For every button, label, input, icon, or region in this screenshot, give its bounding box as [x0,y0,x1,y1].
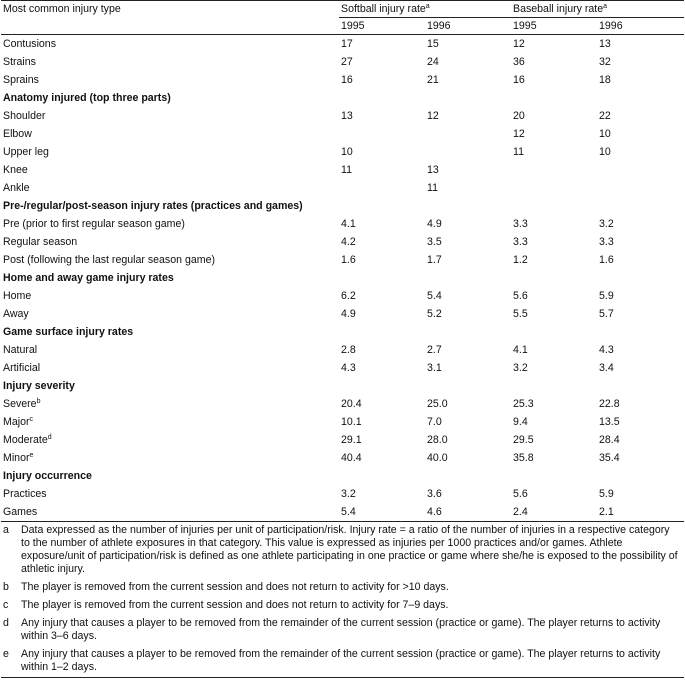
value-cell [339,125,425,143]
value-cell: 3.5 [427,235,442,248]
value-cell: 22.8 [599,397,620,410]
footnote-marker: c [29,415,33,423]
table-row [1,287,684,305]
table-row [1,53,684,71]
value-cell: 5.6 [513,487,528,500]
row-label: Moderate [3,433,48,446]
section-header-row [1,467,684,485]
row-label-cell [1,485,339,503]
value-cell: 5.6 [513,289,528,302]
value-cell: 2.7 [427,343,442,356]
value-cell: 12 [427,109,439,122]
table-row [1,359,684,377]
section-header-row [1,197,684,215]
value-cell: 5.9 [599,289,614,302]
table-row [1,179,684,197]
value-cell: 24 [427,55,439,68]
row-label: Knee [3,163,28,176]
table-body [1,35,684,522]
footnote-key: c [3,599,9,611]
section-header-row [1,269,684,287]
value-cell: 4.2 [341,235,356,248]
value-cell: 4.3 [599,343,614,356]
value-cell: 13 [341,109,353,122]
value-cell [425,125,511,143]
row-label: Major [3,415,30,428]
value-cell: 29.5 [513,433,534,446]
value-cell: 3.6 [427,487,442,500]
value-cell: 1.6 [599,253,614,266]
value-cell: 10 [599,127,611,140]
softball-header-label: Softball injury rate [341,2,426,15]
table-row [1,485,684,503]
row-label-cell [1,503,339,522]
row-label: Games [3,505,38,518]
row-label-cell [1,251,339,269]
value-cell: 35.8 [513,451,534,464]
footnote-marker: d [47,433,52,441]
value-cell: 29.1 [341,433,362,446]
row-label: Post (following the last regular season game) [3,253,215,266]
value-cell: 11 [513,145,525,158]
value-cell: 21 [427,73,439,86]
footnote-text: Any injury that causes a player to be removed from the remainder of the current session (practice or game). The player returns to activity within 1–2 days. [21,648,661,673]
row-label-cell [1,71,339,89]
section-header-row [1,377,684,395]
value-cell: 9.4 [513,415,528,428]
section-title: Pre-/regular/post-season injury rates (practices and games) [3,199,303,212]
footnote-marker: a [603,2,608,10]
value-cell: 2.4 [511,503,597,522]
year-header: 1996 [425,18,511,35]
value-cell: 18 [599,73,611,86]
section-title: Anatomy injured (top three parts) [3,91,171,104]
row-label-cell [1,53,339,71]
footnote-text: Data expressed as the number of injuries per unit of participation/risk. Injury rate = a ratio of the number of injuries in a respective category to the number of athlete exposures in that category. This value is expressed as injuries per 1000 practices and/or games. Athlete exposure/unit of participation/risk is defined as one athlete participating in one practice or game where she/he is exposed to the possibility of athletic injury. [21,524,678,575]
value-cell: 16 [513,73,525,86]
table-row [1,341,684,359]
bottom-rule [1,677,684,678]
table-row [1,413,684,431]
value-cell: 1.6 [341,253,356,266]
value-cell [597,161,684,179]
value-cell: 3.3 [513,235,528,248]
row-label-cell [1,413,339,431]
row-label: Ankle [3,181,30,194]
row-label: Natural [3,343,38,356]
footnote-key: d [3,617,9,629]
value-cell: 3.3 [513,217,528,230]
row-label: Away [3,307,29,320]
row-label: Minor [3,451,30,464]
value-cell: 20 [513,109,525,122]
value-cell: 5.4 [339,503,425,522]
section-header-row [1,323,684,341]
value-cell: 11 [341,163,352,176]
row-label: Upper leg [3,145,49,158]
value-cell: 4.9 [341,307,356,320]
table-row [1,449,684,467]
section-title: Injury occurrence [3,469,92,482]
value-cell: 3.4 [599,361,614,374]
row-label-cell [1,215,339,233]
value-cell: 2.1 [597,503,684,522]
row-label-cell [1,359,339,377]
value-cell: 15 [427,37,439,50]
value-cell [597,179,684,197]
footnote-item [1,524,684,576]
footnote-marker: b [36,397,41,405]
value-cell [511,161,597,179]
value-cell: 13 [427,163,439,176]
row-label: Elbow [3,127,32,140]
year-header: 1995 [511,18,597,35]
footnotes [1,524,684,678]
value-cell: 5.9 [599,487,614,500]
value-cell: 10 [341,145,353,158]
row-label-cell [1,143,339,161]
footnote-marker: a [425,2,430,10]
value-cell: 35.4 [599,451,620,464]
row-label: Practices [3,487,47,500]
footnote-marker: e [29,451,34,459]
value-cell: 1.7 [427,253,442,266]
row-label-cell [1,305,339,323]
value-cell: 25.0 [427,397,448,410]
header-row-groups [1,1,684,18]
section-title: Home and away game injury rates [3,271,174,284]
table-row [1,251,684,269]
row-label-cell [1,449,339,467]
injury-type-column-header: Most common injury type [1,1,339,18]
footnote-item [1,581,684,594]
value-cell: 22 [599,109,611,122]
value-cell: 3.2 [513,361,528,374]
value-cell: 13 [599,37,611,50]
row-label: Artificial [3,361,41,374]
section-header-row [1,89,684,107]
row-label: Home [3,289,32,302]
row-label-cell [1,287,339,305]
value-cell: 20.4 [341,397,362,410]
value-cell: 40.4 [341,451,362,464]
header-row-years [1,18,684,35]
table-row [1,107,684,125]
footnote-key: e [3,648,9,660]
row-label-cell [1,35,339,54]
value-cell: 4.1 [513,343,528,356]
value-cell: 32 [599,55,611,68]
value-cell: 12 [513,37,525,50]
table-row [1,503,684,522]
value-cell: 2.8 [341,343,356,356]
value-cell: 17 [341,37,353,50]
row-label-cell [1,107,339,125]
row-label-cell [1,431,339,449]
value-cell: 25.3 [513,397,534,410]
value-cell: 1.2 [513,253,528,266]
row-label: Strains [3,55,36,68]
value-cell: 13.5 [599,415,620,428]
injury-rate-table [1,0,684,522]
value-cell: 5.5 [513,307,528,320]
row-label-cell [1,233,339,251]
value-cell: 28.4 [599,433,620,446]
baseball-header-label: Baseball injury rate [513,2,604,15]
footnote-text: Any injury that causes a player to be removed from the remainder of the current session (practice or game). The player returns to activity within 3–6 days. [21,617,661,642]
value-cell: 3.2 [599,217,614,230]
value-cell: 27 [341,55,353,68]
value-cell: 3.3 [599,235,614,248]
softball-group-header [339,1,511,18]
row-label: Contusions [3,37,56,50]
year-header: 1996 [597,18,684,35]
value-cell: 7.0 [427,415,442,428]
value-cell: 10.1 [341,415,362,428]
row-label-cell [1,125,339,143]
value-cell [511,179,597,197]
value-cell: 6.2 [341,289,356,302]
value-cell: 5.2 [427,307,442,320]
value-cell: 16 [341,73,353,86]
value-cell [339,179,425,197]
section-title: Injury severity [3,379,75,392]
value-cell: 5.7 [599,307,614,320]
footnote-item [1,617,684,643]
value-cell: 12 [513,127,525,140]
table-row [1,305,684,323]
value-cell: 36 [513,55,525,68]
value-cell: 4.3 [341,361,356,374]
footnote-key: b [3,581,9,593]
table-row [1,233,684,251]
footnote-item [1,648,684,674]
year-header: 1995 [339,18,425,35]
value-cell: 28.0 [427,433,448,446]
table-row [1,161,684,179]
table-row [1,143,684,161]
value-cell [425,143,511,161]
table-row [1,215,684,233]
header-empty-cell [1,18,339,35]
value-cell: 3.1 [427,361,442,374]
row-label: Severe [3,397,37,410]
row-label-cell [1,161,339,179]
value-cell: 5.4 [427,289,442,302]
table-row [1,431,684,449]
row-label: Pre (prior to first regular season game) [3,217,185,230]
row-label-cell [1,179,339,197]
section-title: Game surface injury rates [3,325,134,338]
row-label-cell [1,341,339,359]
baseball-group-header [511,1,684,18]
value-cell: 3.2 [341,487,356,500]
value-cell: 4.9 [427,217,442,230]
value-cell: 10 [599,145,611,158]
row-label: Sprains [3,73,39,86]
footnote-text: The player is removed from the current session and does not return to activity for 7–9 days. [21,599,449,611]
footnote-item [1,599,684,612]
value-cell: 11 [427,181,438,194]
injury-table-document [1,0,684,678]
value-cell: 40.0 [427,451,448,464]
value-cell: 4.1 [341,217,356,230]
table-row [1,35,684,54]
value-cell: 4.6 [425,503,511,522]
row-label-cell [1,395,339,413]
table-row [1,125,684,143]
footnote-key: a [3,524,9,536]
table-row [1,395,684,413]
footnote-text: The player is removed from the current session and does not return to activity for >10 days. [21,581,449,593]
table-row [1,71,684,89]
row-label: Regular season [3,235,78,248]
row-label: Shoulder [3,109,46,122]
